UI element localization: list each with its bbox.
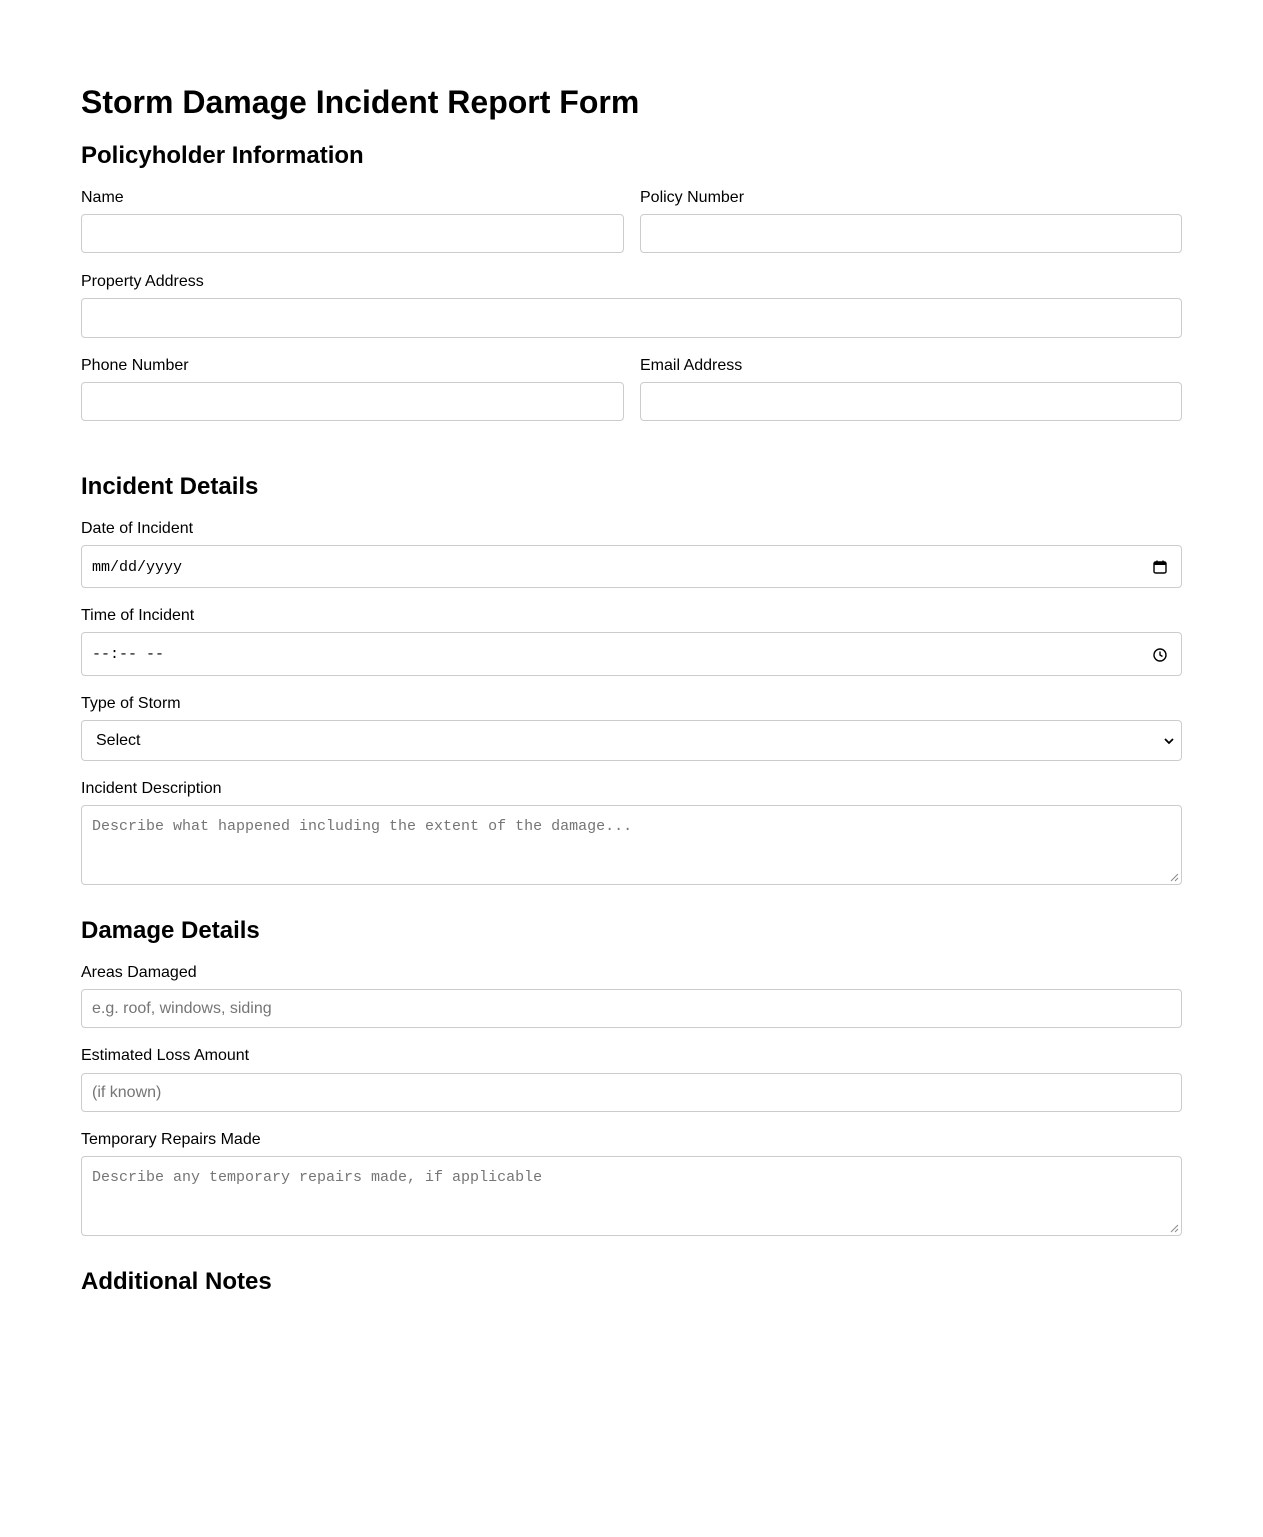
policy-number-group: [640, 189, 1182, 253]
policy-number-input[interactable]: [640, 214, 1182, 253]
type-of-storm-select[interactable]: [81, 720, 1182, 761]
name-label: Name: [81, 189, 124, 206]
property-address-label: Property Address: [81, 273, 204, 290]
storm-type-group: [81, 695, 1182, 761]
incident-description-label: Incident Description: [81, 780, 222, 797]
email-address-label: Email Address: [640, 357, 743, 374]
temporary-repairs-label: Temporary Repairs Made: [81, 1131, 261, 1148]
section-heading-incident: Incident Details: [81, 473, 259, 500]
time-group: [81, 607, 1182, 676]
email-group: [640, 357, 1182, 421]
estimated-loss-input[interactable]: [81, 1073, 1182, 1112]
temporary-repairs-textarea[interactable]: [81, 1156, 1182, 1236]
time-value: --:-- --: [92, 646, 165, 663]
section-heading-notes: Additional Notes: [81, 1268, 272, 1295]
time-of-incident-label: Time of Incident: [81, 607, 195, 624]
chevron-down-icon: [1163, 735, 1175, 747]
areas-damaged-input[interactable]: [81, 989, 1182, 1028]
loss-group: [81, 1047, 1182, 1112]
clock-icon[interactable]: [1152, 647, 1168, 663]
date-value: mm/dd/yyyy: [92, 559, 183, 576]
incident-description-placeholder: Describe what happened including the extent of the damage...: [92, 818, 633, 835]
page-title: Storm Damage Incident Report Form: [81, 84, 640, 120]
date-group: [81, 520, 1182, 588]
temporary-repairs-placeholder: Describe any temporary repairs made, if applicable: [92, 1169, 543, 1186]
resize-grip-icon[interactable]: [1170, 873, 1179, 882]
section-heading-policyholder: Policyholder Information: [81, 142, 364, 169]
address-group: [81, 273, 1182, 338]
time-of-incident-input[interactable]: [81, 632, 1182, 676]
resize-grip-icon[interactable]: [1170, 1224, 1179, 1233]
description-group: [81, 780, 1182, 885]
property-address-input[interactable]: [81, 298, 1182, 338]
name-input[interactable]: [81, 214, 624, 253]
date-of-incident-label: Date of Incident: [81, 520, 194, 537]
calendar-icon[interactable]: [1152, 559, 1168, 575]
phone-number-input[interactable]: [81, 382, 624, 421]
policy-number-label: Policy Number: [640, 189, 745, 206]
repairs-group: [81, 1131, 1182, 1236]
type-of-storm-label: Type of Storm: [81, 695, 181, 712]
date-of-incident-input[interactable]: [81, 545, 1182, 588]
areas-group: [81, 964, 1182, 1028]
incident-description-textarea[interactable]: [81, 805, 1182, 885]
areas-damaged-placeholder: e.g. roof, windows, siding: [92, 1000, 272, 1017]
section-heading-damage: Damage Details: [81, 917, 260, 944]
phone-group: [81, 357, 624, 421]
phone-number-label: Phone Number: [81, 357, 189, 374]
estimated-loss-label: Estimated Loss Amount: [81, 1047, 250, 1064]
areas-damaged-label: Areas Damaged: [81, 964, 197, 981]
email-address-input[interactable]: [640, 382, 1182, 421]
name-group: [81, 189, 624, 253]
storm-type-selected: Select: [96, 732, 141, 749]
estimated-loss-placeholder: (if known): [92, 1084, 162, 1101]
